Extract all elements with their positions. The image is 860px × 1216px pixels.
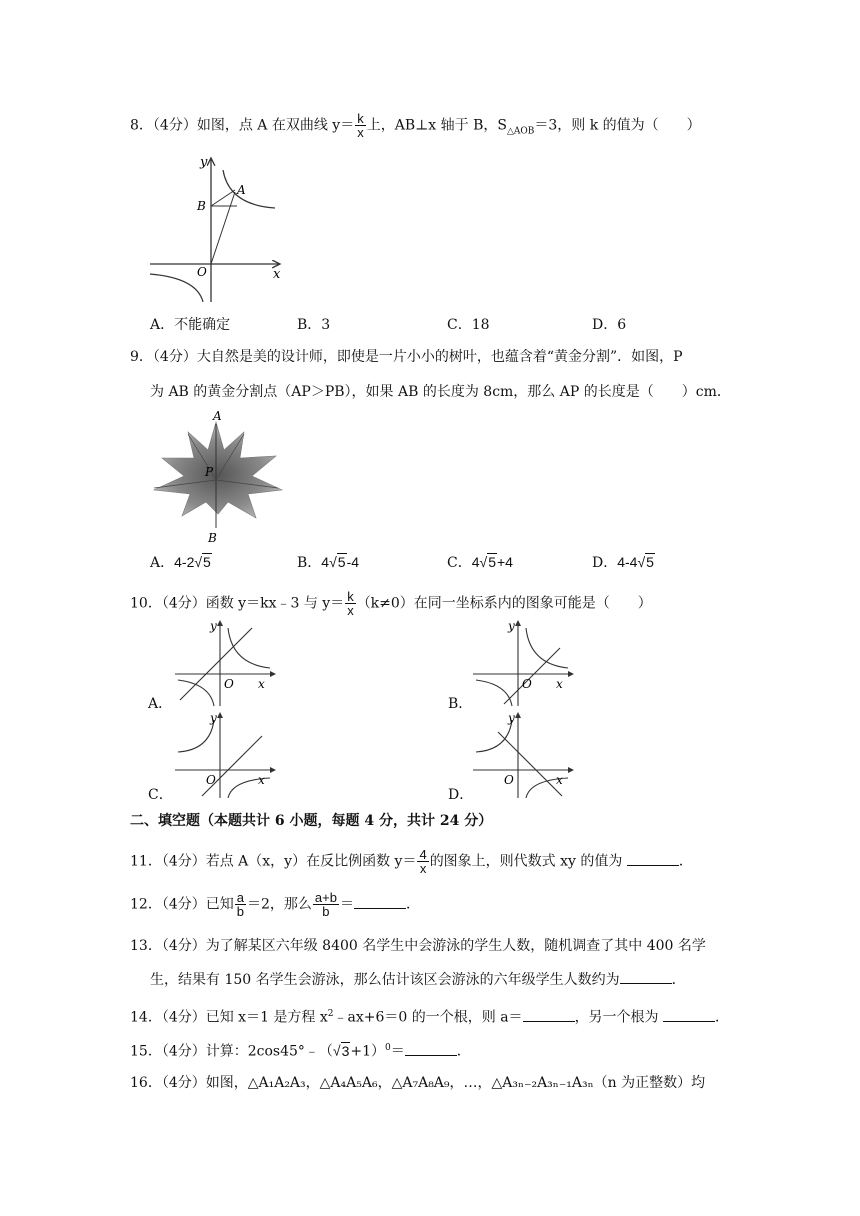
section-2-heading: 二、填空题（本题共计 6 小题，每题 4 分，共计 24 分） bbox=[130, 813, 493, 829]
q8-option-c[interactable]: C．18 bbox=[447, 317, 490, 333]
q10-option-d[interactable]: D． bbox=[448, 787, 474, 803]
q14-answer-blank-a[interactable] bbox=[523, 1007, 575, 1022]
q9-fig-b-label: B bbox=[208, 531, 217, 545]
svg-text:y: y bbox=[210, 711, 217, 725]
svg-text:O: O bbox=[224, 677, 234, 691]
q10-fraction: $\frac{k}{x}$ bbox=[347, 589, 354, 618]
q10-option-a[interactable]: A． bbox=[148, 696, 173, 712]
q15-stem: 15．（4分）计算：$2\cos 45^\circ﹣(√3+1)^0=$ ． bbox=[130, 1042, 471, 1060]
svg-text:y: y bbox=[508, 711, 515, 725]
q13-stem-line1: 13．（4分）为了解某区六年级 8400 名学生中会游泳的学生人数，随机调查了其中 400 名学 bbox=[130, 938, 706, 954]
q8-fig-o-label: O bbox=[197, 265, 207, 279]
svg-text:x: x bbox=[556, 773, 563, 787]
q11-answer-blank[interactable] bbox=[627, 851, 679, 866]
q9-stem-line1: 9．（4分）大自然是美的设计师，即使是一片小小的树叶，也蕴含着“黄金分割”．如图，P bbox=[130, 349, 683, 365]
q10-graph-c bbox=[170, 710, 280, 800]
leaf-shape-icon bbox=[154, 422, 282, 518]
q8-option-a[interactable]: A．不能确定 bbox=[150, 317, 231, 333]
q8-hyperbola-figure bbox=[145, 150, 295, 305]
q11-fraction: $\frac{4}{x}$ bbox=[419, 847, 427, 876]
q15-answer-blank[interactable] bbox=[405, 1041, 457, 1056]
q9-leaf-figure bbox=[148, 410, 288, 545]
q9-option-a[interactable]: A．4-2√5 bbox=[150, 554, 211, 571]
q8-fig-x-label: x bbox=[273, 267, 281, 282]
q9-option-d[interactable]: D．4-4√5 bbox=[592, 554, 654, 571]
q8-stem: 8．（4分）如图，点 A 在双曲线 y＝ $\frac{k}{x}$ 上，AB⊥x 轴于 B，$S_{\triangle AOB}=3$，则 k 的值为（ ） bbox=[130, 111, 701, 140]
q12-answer-blank[interactable] bbox=[354, 894, 406, 909]
svg-text:O: O bbox=[522, 677, 532, 691]
q12-stem: 12．（4分）已知 $\frac{a}{b}$ ＝2，那么 $\frac{a+b}{b}$ ＝ ． bbox=[130, 890, 420, 919]
q12-fraction-1: $\frac{a}{b}$ bbox=[236, 890, 244, 919]
q10-graph-d bbox=[468, 710, 578, 800]
svg-text:O: O bbox=[206, 773, 216, 787]
svg-text:x: x bbox=[258, 677, 265, 691]
q13-stem-line2: 生，结果有 150 名学生会游泳，那么估计该区会游泳的六年级学生人数约为 ． bbox=[150, 969, 686, 991]
svg-text:O: O bbox=[504, 773, 514, 787]
svg-text:y: y bbox=[508, 619, 515, 633]
q13-answer-blank[interactable] bbox=[620, 969, 672, 984]
q9-fig-a-label: A bbox=[213, 410, 222, 423]
svg-text:x: x bbox=[556, 677, 563, 691]
q8-option-d[interactable]: D．6 bbox=[592, 317, 627, 333]
q14-answer-blank-root[interactable] bbox=[663, 1007, 715, 1022]
q10-option-c[interactable]: C． bbox=[148, 787, 173, 803]
q9-fig-p-label: P bbox=[205, 465, 214, 479]
q8-fraction: $\frac{k}{x}$ bbox=[357, 111, 364, 140]
q12-fraction-2: $\frac{a+b}{b}$ bbox=[314, 890, 337, 919]
q8-fig-a-label: A bbox=[237, 183, 246, 197]
q9-stem-line2: 为 AB 的黄金分割点（AP＞PB），如果 AB 的长度为 8cm，那么 AP 的长度是（ ）cm． bbox=[150, 384, 731, 400]
svg-text:y: y bbox=[210, 619, 217, 633]
q8-fig-y-label: y bbox=[200, 155, 208, 170]
q11-stem: 11．（4分）若点 A（x，y）在反比例函数 y＝ $\frac{4}{x}$ 的图象上，则代数式 xy 的值为 ． bbox=[130, 847, 693, 876]
q16-stem: 16．（4分）如图，△A₁A₂A₃，△A₄A₅A₆，△A₇A₈A₉，…，△A₃ₙ₋₂A₃ₙ₋₁A₃ₙ（n 为正整数）均 bbox=[130, 1075, 706, 1091]
q8-option-b[interactable]: B．3 bbox=[297, 317, 331, 333]
q8-fig-b-label: B bbox=[197, 199, 206, 213]
q10-graph-b bbox=[468, 618, 578, 708]
q9-option-b[interactable]: B．4√5-4 bbox=[297, 554, 360, 571]
q10-stem: 10．（4分）函数 y＝kx﹣3 与 y＝ $\frac{k}{x}$ （k≠0）在同一坐标系内的图象可能是（ ） bbox=[130, 589, 652, 618]
q14-stem: 14．（4分）已知 x＝1 是方程 $x^2﹣ax+6=0$ 的一个根，则 a＝ ，另一个根为 ． bbox=[130, 1003, 729, 1029]
q10-option-b[interactable]: B． bbox=[448, 696, 473, 712]
svg-text:x: x bbox=[258, 773, 265, 787]
q9-option-c[interactable]: C．4√5+4 bbox=[447, 554, 513, 571]
q10-graph-a bbox=[170, 618, 280, 708]
